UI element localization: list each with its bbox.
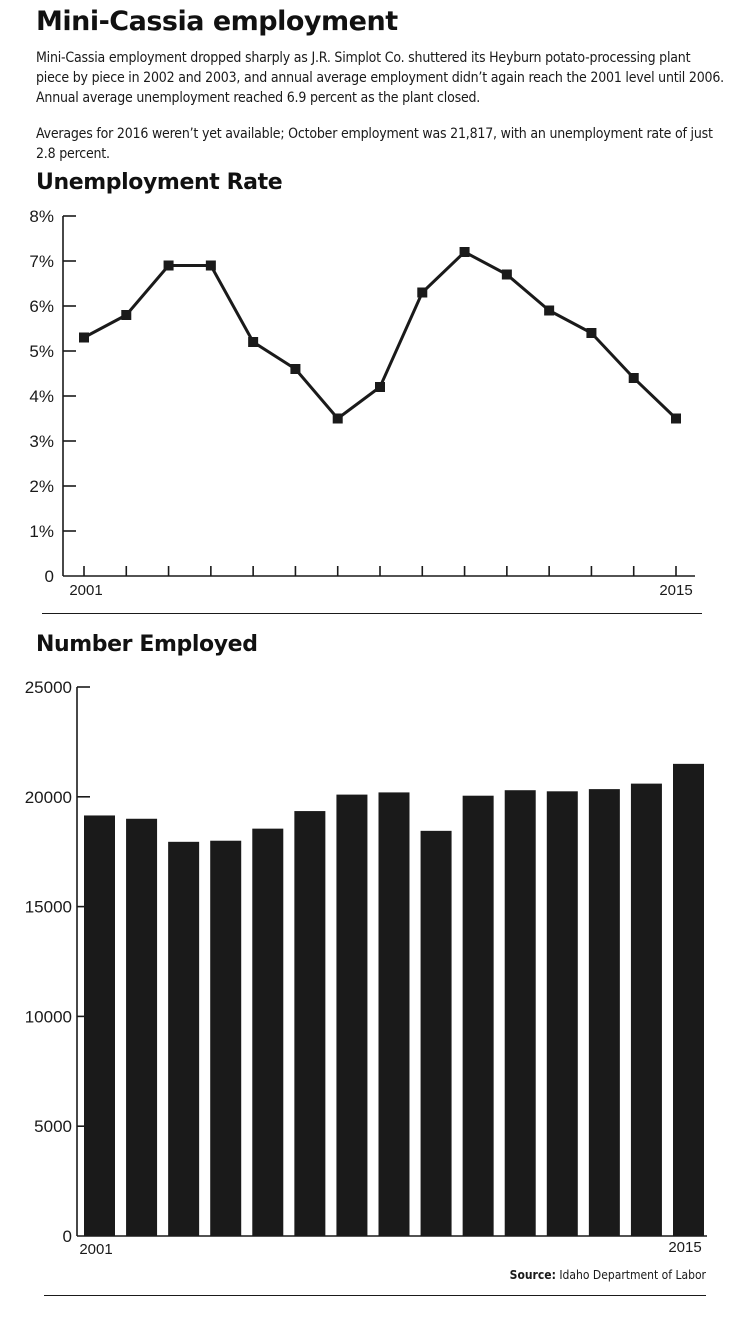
data-point [375, 382, 385, 392]
y-tick-label: 3% [29, 432, 54, 451]
y-tick-label: 25000 [24, 678, 72, 697]
data-point [671, 414, 681, 424]
bar [210, 841, 241, 1236]
data-point [79, 333, 89, 343]
data-point [248, 337, 258, 347]
y-tick-label: 0 [44, 567, 54, 586]
y-tick-label: 1% [29, 522, 54, 541]
y-tick-label: 20000 [24, 787, 72, 807]
employment-chart-title: Number Employed [36, 632, 258, 657]
data-point [333, 414, 343, 424]
bar [336, 795, 367, 1236]
number-employed-chart [0, 670, 750, 1265]
data-point [164, 261, 174, 271]
bar [631, 784, 662, 1236]
y-tick-label: 5% [29, 342, 54, 361]
data-point [586, 328, 596, 338]
bar [252, 829, 283, 1236]
page-title: Mini-Cassia employment [36, 6, 398, 37]
y-tick-label: 8% [29, 207, 54, 226]
y-tick-label: 0 [62, 1227, 72, 1246]
bottom-divider [44, 1295, 706, 1296]
bar [84, 815, 115, 1236]
y-tick-label: 4% [29, 387, 54, 406]
bar [673, 764, 704, 1236]
y-tick-label: 15000 [24, 897, 72, 917]
bar [547, 791, 578, 1236]
data-point [206, 261, 216, 271]
data-point [502, 270, 512, 280]
section-divider [42, 613, 702, 614]
unemployment-rate-chart [0, 200, 750, 610]
bar [126, 819, 157, 1236]
data-point [121, 310, 131, 320]
source-credit [510, 1268, 706, 1282]
note-text: Averages for 2016 weren’t yet available; October employment was 21,817, with an unemployment rate of just 2.8 percent. [36, 126, 713, 162]
data-point [544, 306, 554, 316]
intro-text: Mini-Cassia employment dropped sharply as J.R. Simplot Co. shuttered its Heyburn potato-processing plant piece by piece in 2002 and 2003, and annual average employment didn’t again reach the 2001 level until 2006. Annual average unemployment reached 6.9 percent as the plant closed. [36, 50, 724, 106]
data-point [417, 288, 427, 298]
source-text: Idaho Department of Labor [559, 1268, 706, 1282]
y-tick-label: 2% [29, 477, 54, 496]
unemployment-chart-title: Unemployment Rate [36, 170, 283, 195]
data-point [629, 373, 639, 383]
source-label: Source: [509, 1268, 556, 1282]
x-tick-label: 2015 [668, 1239, 702, 1256]
bar [589, 789, 620, 1236]
bar [168, 842, 199, 1236]
y-tick-label: 6% [29, 297, 54, 316]
x-tick-label: 2001 [69, 582, 103, 599]
y-tick-label: 7% [29, 252, 54, 271]
y-tick-label: 5000 [34, 1117, 72, 1137]
bar [294, 811, 325, 1236]
x-tick-label: 2015 [659, 582, 693, 599]
data-point [460, 247, 470, 257]
bar [379, 792, 410, 1236]
y-tick-label: 10000 [24, 1007, 72, 1027]
x-tick-label: 2001 [79, 1241, 113, 1258]
data-point [290, 364, 300, 374]
bar [463, 796, 494, 1236]
bar [421, 831, 452, 1236]
bar [505, 790, 536, 1236]
